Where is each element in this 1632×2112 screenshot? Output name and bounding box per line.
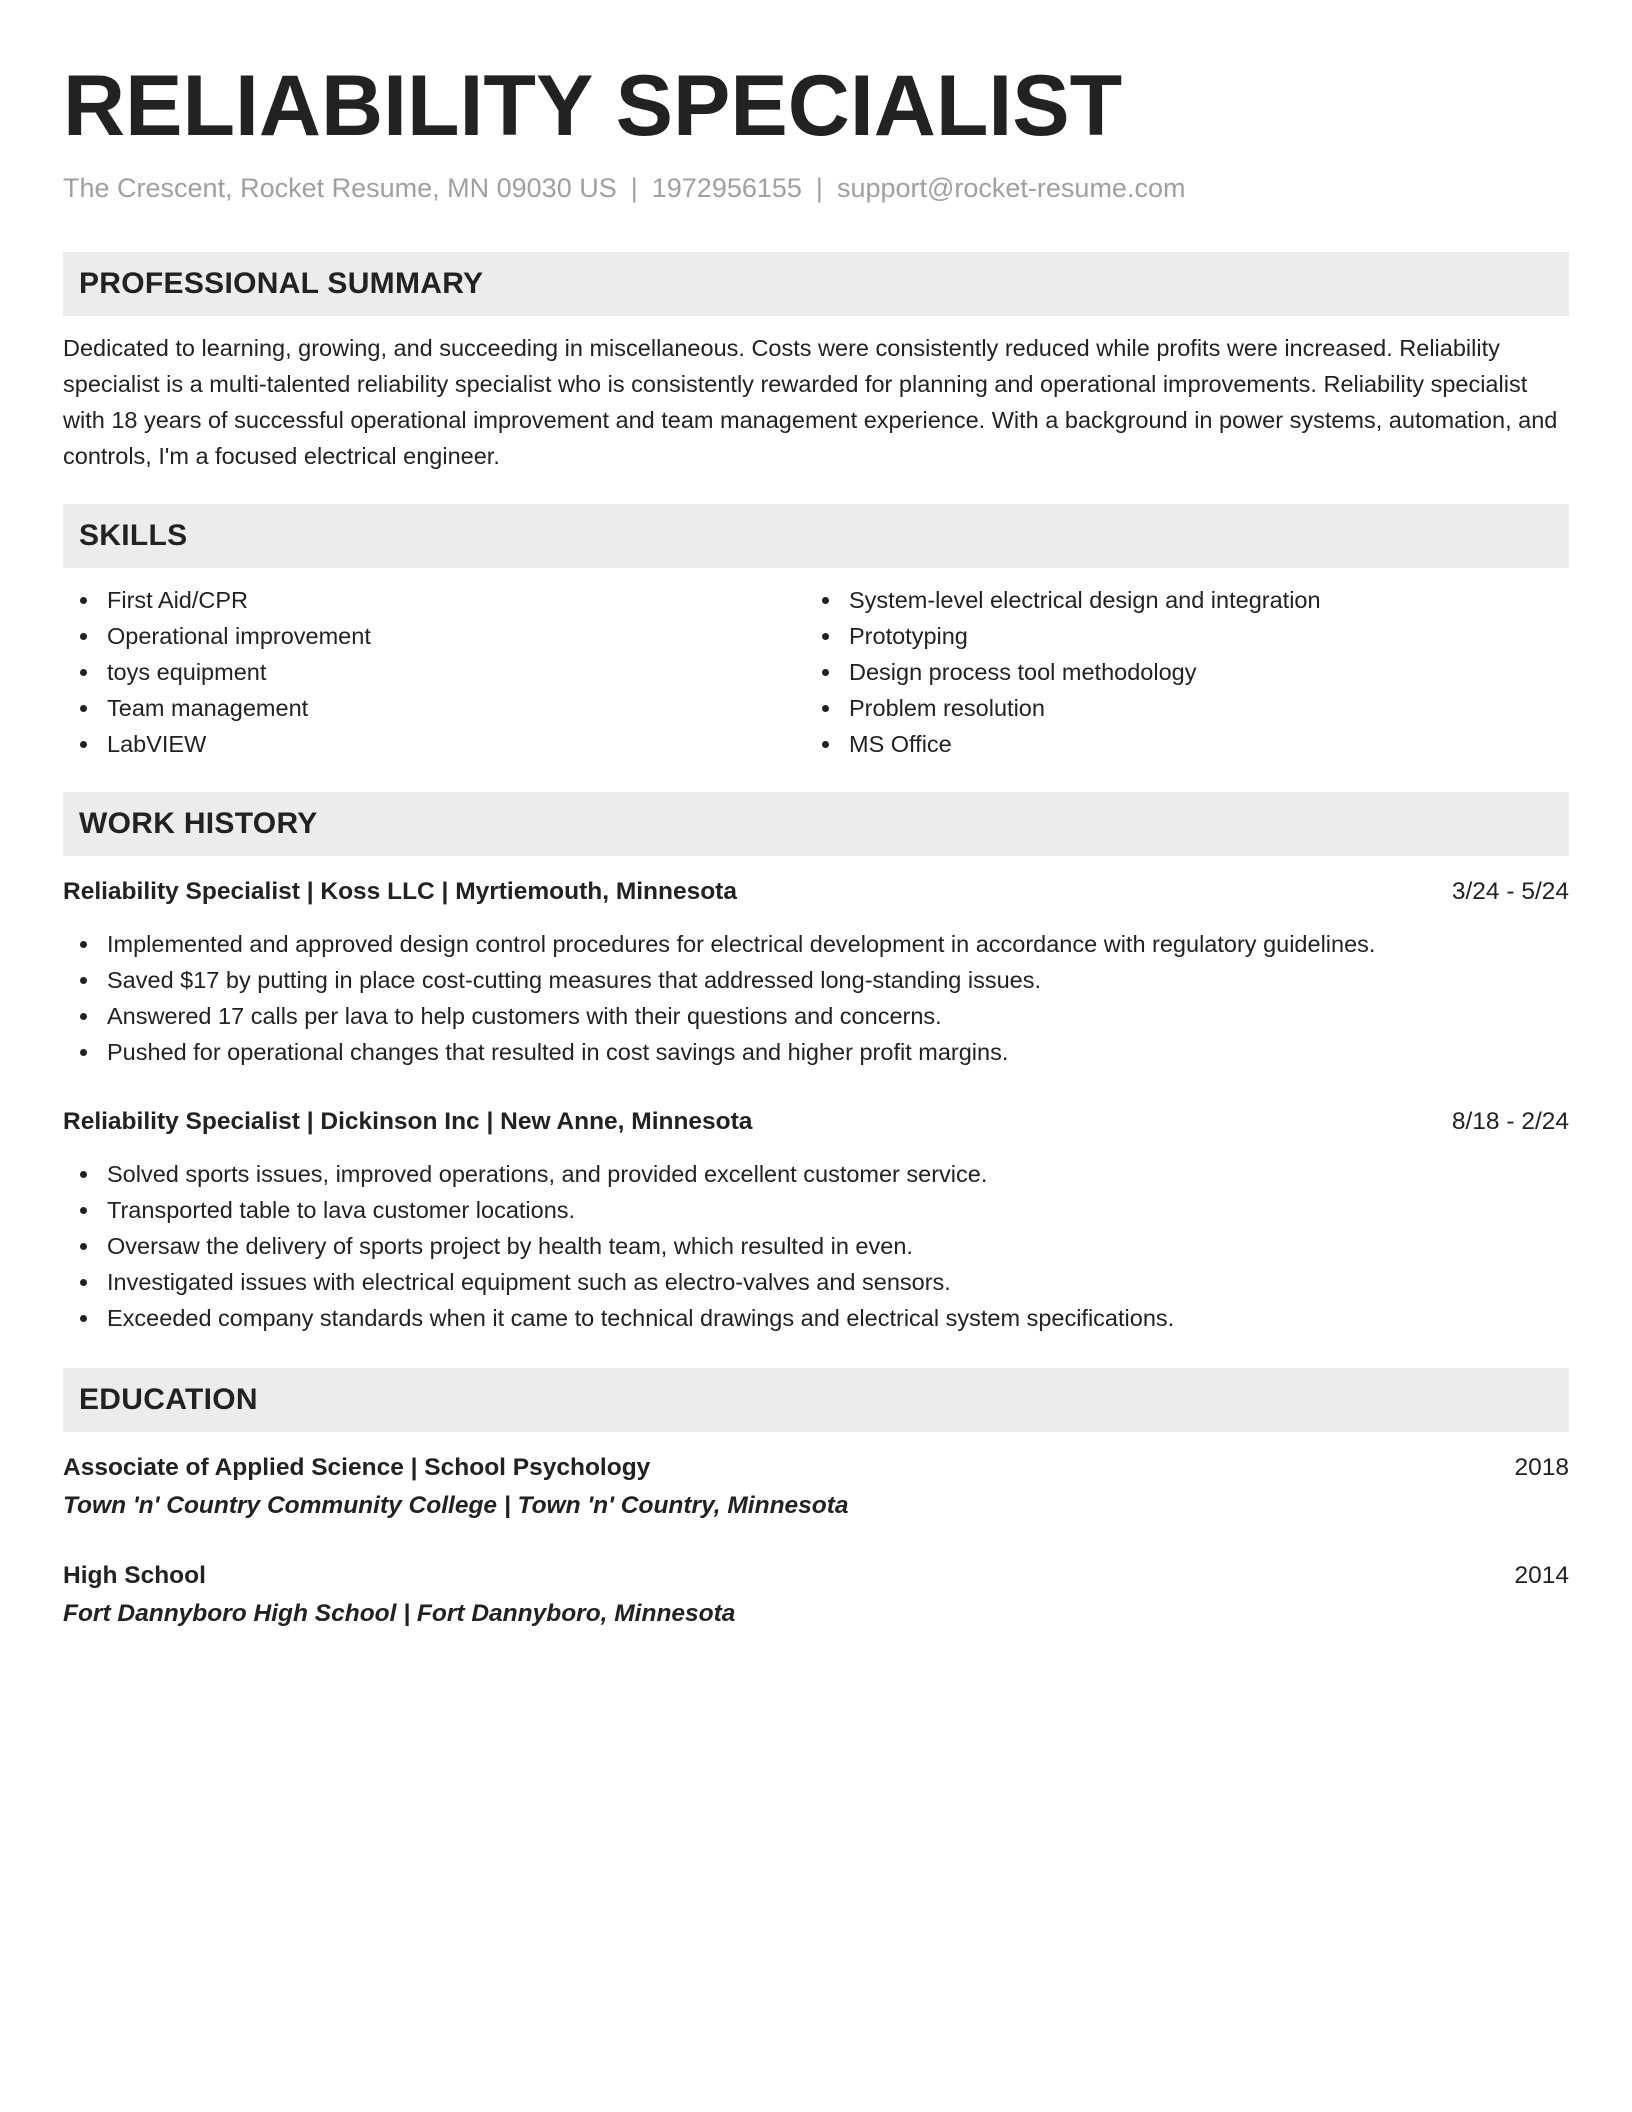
bullet-text: Implemented and approved design control procedures for electrical development in accordance with regulatory guidelines. [107,931,1376,957]
list-item [63,1264,1569,1300]
skill-item [63,726,805,762]
bullet-icon [80,669,87,676]
section-header-education: EDUCATION [63,1368,1569,1432]
page-title: RELIABILITY SPECIALIST [63,58,1123,154]
job-heading-row [63,874,1569,910]
skill-item [63,690,805,726]
section-header-summary: PROFESSIONAL SUMMARY [63,252,1569,316]
job-bullets [63,926,1569,1070]
education-year: 2014 [1514,1562,1569,1589]
list-item [63,1192,1569,1228]
bullet-text: Solved sports issues, improved operations, and provided excellent customer service. [107,1161,988,1187]
skills-column-right [805,582,1547,762]
skill-label: MS Office [849,731,952,757]
skill-item [63,654,805,690]
bullet-icon [80,741,87,748]
education-heading-row [63,1450,1569,1486]
bullet-icon [80,1049,87,1056]
skill-label: First Aid/CPR [107,587,249,613]
skill-item [805,618,1547,654]
bullet-icon [80,977,87,984]
bullet-icon [80,597,87,604]
bullet-icon [822,705,829,712]
bullet-icon [80,1171,87,1178]
bullet-icon [822,669,829,676]
skill-label: Prototyping [849,623,968,649]
education-heading-row [63,1558,1569,1594]
bullet-icon [80,1013,87,1020]
list-item [63,926,1569,962]
skills-list [63,582,1569,762]
skill-item [805,726,1547,762]
contact-email: support@rocket-resume.com [836,173,1186,203]
bullet-icon [80,633,87,640]
bullet-text: Investigated issues with electrical equipment such as electro-valves and sensors. [107,1269,951,1295]
summary-text: Dedicated to learning, growing, and succeeding in miscellaneous. Costs were consistently reduced while profits were increased. Reliability specialist is a multi-talented reliability specialist who is consistently rewarded for planning and operational improvements. Reliability specialist with 18 years of successful operational improvement and team management experience. With a background in power systems, automation, and controls, I'm a focused electrical engineer. [63,335,1558,469]
skill-label: Design process tool methodology [849,659,1197,685]
bullet-icon [80,705,87,712]
education-degree: Associate of Applied Science | School Psychology [63,1454,651,1481]
skill-item [63,582,805,618]
bullet-icon [80,1315,87,1322]
bullet-text: Transported table to lava customer locations. [107,1197,576,1223]
contact-line [63,170,1569,206]
education-year: 2018 [1514,1454,1569,1481]
list-item [63,1228,1569,1264]
contact-address: The Crescent, Rocket Resume, MN 09030 US [63,173,617,203]
bullet-text: Oversaw the delivery of sports project by health team, which resulted in even. [107,1233,913,1259]
section-header-work-history: WORK HISTORY [63,792,1569,856]
education-degree: High School [63,1562,206,1589]
skill-item [805,654,1547,690]
skill-label: LabVIEW [107,731,207,757]
list-item [63,1300,1569,1336]
skill-item [63,618,805,654]
skill-label: System-level electrical design and integration [849,587,1321,613]
bullet-icon [822,597,829,604]
skill-label: Team management [107,695,309,721]
bullet-icon [80,941,87,948]
bullet-icon [80,1279,87,1286]
bullet-text: Exceeded company standards when it came to technical drawings and electrical system specifications. [107,1305,1175,1331]
bullet-text: Saved $17 by putting in place cost-cutting measures that addressed long-standing issues. [107,967,1042,993]
section-header-skills: SKILLS [63,504,1569,568]
job-entry [63,1104,1569,1336]
list-item [63,1034,1569,1070]
skill-label: Problem resolution [849,695,1045,721]
bullet-icon [80,1207,87,1214]
job-entry [63,874,1569,1070]
bullet-text: Answered 17 calls per lava to help customers with their questions and concerns. [107,1003,942,1029]
education-school: Fort Dannyboro High School | Fort Dannyboro, Minnesota [63,1600,736,1627]
bullet-icon [822,633,829,640]
education-entry [63,1450,1569,1524]
list-item [63,1156,1569,1192]
bullet-icon [80,1243,87,1250]
skill-label: toys equipment [107,659,267,685]
job-dates: 3/24 - 5/24 [1451,878,1569,905]
bullet-text: Pushed for operational changes that resulted in cost savings and higher profit margins. [107,1039,1009,1065]
job-heading-row [63,1104,1569,1140]
job-dates: 8/18 - 2/24 [1451,1108,1569,1135]
job-title: Reliability Specialist | Koss LLC | Myrtiemouth, Minnesota [63,878,737,905]
contact-phone: 1972956155 [651,173,802,203]
job-bullets [63,1156,1569,1336]
skill-item [805,690,1547,726]
bullet-icon [822,741,829,748]
job-title: Reliability Specialist | Dickinson Inc | New Anne, Minnesota [63,1108,753,1135]
list-item [63,962,1569,998]
education-school: Town 'n' Country Community College | Town 'n' Country, Minnesota [63,1492,849,1519]
list-item [63,998,1569,1034]
contact-separator: | [815,173,823,203]
contact-separator: | [630,173,638,203]
skill-label: Operational improvement [107,623,371,649]
skill-item [805,582,1547,618]
skills-column-left [63,582,805,762]
education-entry [63,1558,1569,1632]
